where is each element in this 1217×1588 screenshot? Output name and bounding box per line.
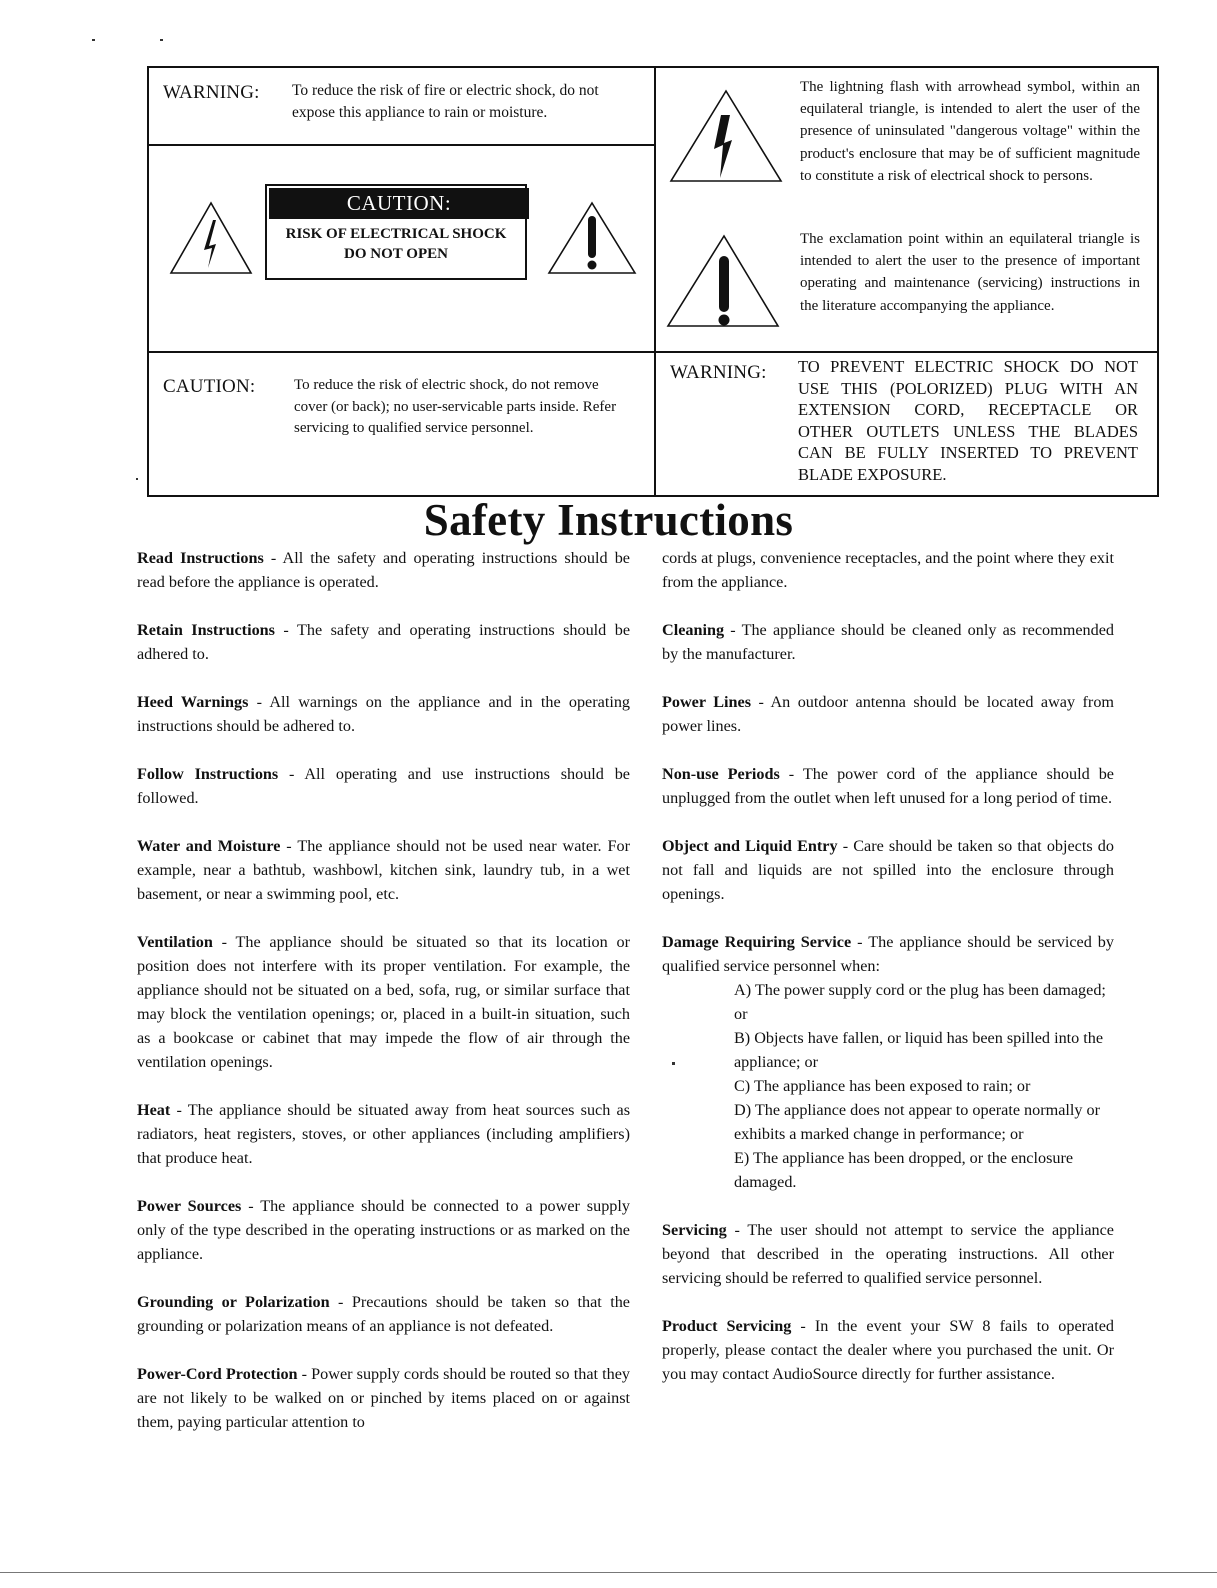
instruction-heading: Cleaning [662,621,725,639]
caution-label-box [265,184,527,280]
lightning-symbol-description: The lightning flash with arrowhead symbol, within an equilateral triangle, is intended to alert the user of the presence of uninsulated "dangerous voltage" within the product's enclosure that may be of sufficient magnitude to constitute a risk of electrical shock to persons. [800,79,1140,184]
instruction-text: Power supply cords should be routed so that they are not likely to be walked on or pinched by items placed on or against them, paying particular attention to [137,1365,631,1431]
continued-text: cords at plugs, convenience receptacles, and the point where they exit from the appliance. [662,549,1114,591]
separator: - [837,837,854,855]
instruction-text: The user should not attempt to service the appliance beyond that described in the operating instructions. All other servicing should be referred to qualified service personnel. [662,1221,1114,1287]
damage-condition: E) The appliance has been dropped, or the enclosure damaged. [734,1149,1074,1191]
caution-label: CAUTION: [163,376,256,397]
separator: - [297,1365,312,1383]
separator: - [274,621,297,639]
instruction-heading: Retain Instructions [137,621,275,639]
instruction-heading: Follow Instructions [137,765,279,783]
instruction-item [137,762,630,810]
instruction-item [662,618,1114,666]
scan-speck [136,478,138,480]
separator: - [791,1317,815,1335]
instruction-item [662,1218,1114,1290]
lightning-triangle-icon [669,88,783,184]
instruction-item [662,690,1114,738]
instruction-text: The safety and operating instructions should be adhered to. [137,621,631,663]
damage-condition: A) The power supply cord or the plug has been damaged; or [734,981,1106,1023]
instruction-text: All warnings on the appliance and in the operating instructions should be adhered to. [137,693,631,735]
left-column [137,546,630,1458]
instruction-heading: Power-Cord Protection [137,1365,298,1383]
caution-text: To reduce the risk of electric shock, do not remove cover (or back); no user-servicable parts inside. Refer servicing to qualified service personnel. [294,377,617,436]
separator: - [726,1221,748,1239]
warning-table [147,66,1159,497]
separator: - [851,933,869,951]
instruction-text: All the safety and operating instructions should be read before the appliance is operated. [137,549,630,591]
separator: - [248,693,270,711]
instruction-heading: Damage Requiring Service [662,933,852,951]
instruction-text: The appliance should be connected to a power supply only of the type described in the operating instructions or as marked on the appliance. [137,1197,630,1263]
separator: - [779,765,803,783]
instruction-heading: Water and Moisture [137,837,281,855]
separator: - [241,1197,261,1215]
instruction-item [137,1098,630,1170]
instruction-item [137,546,630,594]
exclamation-triangle-icon [547,200,637,275]
exclamation-triangle-icon [666,233,780,329]
instruction-item [137,618,630,666]
instruction-item [662,834,1114,906]
instruction-text: The power cord of the appliance should be unplugged from the outlet when left unused for a long period of time. [662,765,1114,807]
instruction-heading: Object and Liquid Entry [662,837,838,855]
damage-condition: B) Objects have fallen, or liquid has been spilled into the appliance; or [734,1029,1104,1071]
damage-condition: C) The appliance has been exposed to rain; or [734,1077,1031,1095]
instruction-text: The appliance should be situated so that its location or position does not interfere with its proper ventilation. For example, the appliance should not be situated on a bed, sofa, rug, or similar surface that may block the ventilation openings; or, placed in a built-in situation, such as a bookcase or cabinet that may impede the flow of air through the ventilation openings. [137,933,630,1071]
instruction-heading: Grounding or Polarization [137,1293,330,1311]
separator: - [170,1101,188,1119]
instruction-item [137,834,630,906]
instruction-item [137,690,630,738]
instruction-item [137,1290,630,1338]
exclamation-symbol-description: The exclamation point within an equilateral triangle is intended to alert the user to the presence of important operating and maintenance (servicing) instructions in the literature accompanying the appliance. [800,231,1140,314]
warning-label: WARNING: [163,82,260,103]
instruction-text: The appliance should not be used near water. For example, near a bathtub, washbowl, kitchen sink, laundry tub, in a wet basement, or near a swimming pool, etc. [137,837,630,903]
page-bottom-rule [0,1572,1217,1573]
right-column [662,546,1114,1410]
instruction-text: The appliance should be serviced by qualified service personnel when: [662,933,1114,975]
lightning-triangle-icon [169,200,253,275]
plug-warning-text: TO PREVENT ELECTRIC SHOCK DO NOT USE THIS (POLORIZED) PLUG WITH AN EXTENSION CORD, RECEPTACLE OR OTHER OUTLETS UNLESS THE BLADES CAN BE FULLY INSERTED TO PREVENT BLADE EXPOSURE. [798,357,1138,484]
separator: - [751,693,771,711]
separator: - [212,933,236,951]
instruction-heading: Heat [137,1101,171,1119]
page-title: Safety Instructions [423,495,794,545]
table-divider [149,144,654,146]
damage-condition: D) The appliance does not appear to operate normally or exhibits a marked change in performance; or [734,1101,1101,1143]
instruction-item [137,1194,630,1266]
damage-conditions-list [662,978,1114,1194]
instruction-text: All operating and use instructions should be followed. [137,765,630,807]
instruction-heading: Heed Warnings [137,693,249,711]
table-divider [654,68,656,495]
warning-label: WARNING: [670,362,767,383]
instruction-text: In the event your SW 8 fails to operated properly, please contact the dealer where you purchased the unit. Or you may contact AudioSource directly for further assistance. [662,1317,1115,1383]
instruction-text: Precautions should be taken so that the grounding or polarization means of an appliance is not defeated. [137,1293,630,1335]
instruction-item [662,1314,1114,1386]
instruction-text: An outdoor antenna should be located away from power lines. [662,693,1114,735]
instruction-item [137,1362,630,1434]
instruction-heading: Product Servicing [662,1317,792,1335]
instruction-heading: Power Sources [137,1197,242,1215]
instruction-heading: Servicing [662,1221,727,1239]
instruction-item [662,762,1114,810]
damage-requiring-service [662,930,1114,1194]
warning-text: To reduce the risk of fire or electric shock, do not expose this appliance to rain or moisture. [292,82,599,121]
instruction-heading: Read Instructions [137,549,264,567]
instruction-heading: Non-use Periods [662,765,780,783]
separator: - [280,837,298,855]
caution-header: CAUTION: [269,188,529,219]
separator: - [278,765,305,783]
separator: - [724,621,742,639]
scan-speck [92,39,95,41]
instruction-text: The appliance should be cleaned only as recommended by the manufacturer. [662,621,1114,663]
instruction-text: Care should be taken so that objects do not fall and liquids are not spilled into the enclosure through openings. [662,837,1114,903]
instruction-heading: Power Lines [662,693,751,711]
scan-speck [160,39,163,41]
instruction-heading: Ventilation [137,933,213,951]
caution-line-1: RISK OF ELECTRICAL SHOCK [285,226,507,242]
caution-line-2: DO NOT OPEN [344,246,448,262]
separator: - [329,1293,352,1311]
table-divider [149,351,1157,353]
instruction-item [137,930,630,1074]
instruction-text: The appliance should be situated away from heat sources such as radiators, heat registers, stoves, or other appliances (including amplifiers) that produce heat. [137,1101,630,1167]
separator: - [263,549,283,567]
